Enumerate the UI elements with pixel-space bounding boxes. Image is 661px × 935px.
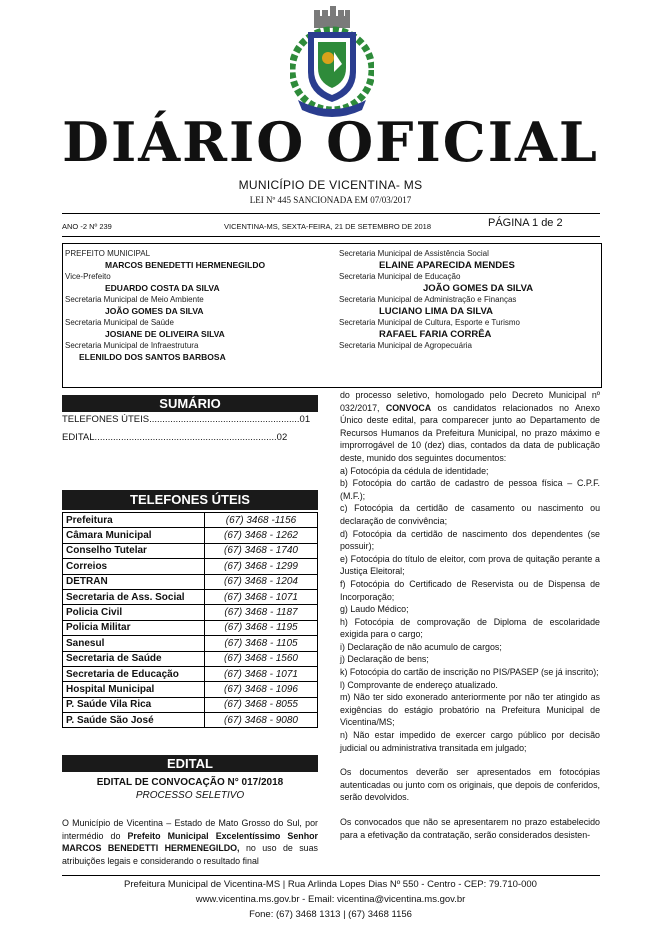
paragraph-text: do processo seletivo, homologado pelo Decreto Municipal nº 032/2017, bbox=[340, 390, 600, 413]
phone-entity: Conselho Tutelar bbox=[63, 543, 205, 558]
document-item: c) Fotocópia da certidão de casamento ou nascimento ou declaração de convivência; bbox=[340, 503, 600, 526]
footer-phone: Fone: (67) 3468 1313 | (67) 3468 1156 bbox=[249, 909, 412, 920]
document-item: i) Declaração de não acumulo de cargos; bbox=[340, 641, 502, 652]
phone-entity: Policia Civil bbox=[63, 605, 205, 620]
staff-name: JOÃO GOMES DA SILVA bbox=[423, 282, 534, 294]
phone-number[interactable]: (67) 3468 - 1071 bbox=[205, 666, 318, 681]
phone-number[interactable]: (67) 3468 - 9080 bbox=[205, 713, 318, 728]
phone-number[interactable]: (67) 3468 - 1740 bbox=[205, 543, 318, 558]
phone-number[interactable]: (67) 3468 - 1096 bbox=[205, 682, 318, 697]
edital-intro bbox=[62, 817, 318, 867]
footer-address: Prefeitura Municipal de Vicentina-MS | Rua Arlinda Lopes Dias Nº 550 - Centro - CEP: 79.710-000 bbox=[124, 879, 537, 890]
document-item: h) Fotocópia de comprovação de Diploma de escolaridade exigida para o cargo; bbox=[340, 616, 600, 640]
document-item: n) Não estar impedido de exercer cargo público por decisão judicial ou administrativa transitada em julgado; bbox=[340, 730, 600, 753]
staff-role: Secretaria Municipal de Cultura, Esporte e Turismo bbox=[339, 318, 520, 327]
edital-header: EDITAL bbox=[62, 755, 318, 772]
phone-row bbox=[63, 574, 318, 589]
footer-web: www.vicentina.ms.gov.br - Email: vicentina@vicentina.ms.gov.br bbox=[195, 894, 466, 905]
place-date: VICENTINA-MS, SEXTA-FEIRA, 21 DE SETEMBRO DE 2018 bbox=[224, 222, 431, 231]
phone-row bbox=[63, 651, 318, 666]
document-item: b) Fotocópia do cartão de cadastro de pessoa física – C.P.F.(M.F.); bbox=[340, 478, 600, 501]
document-item: j) Declaração de bens; bbox=[340, 654, 429, 665]
staff-role: Secretaria Municipal de Agropecuária bbox=[339, 341, 472, 350]
telefones-header: TELEFONES ÚTEIS bbox=[62, 490, 318, 510]
phone-row bbox=[63, 636, 318, 651]
phone-number[interactable]: (67) 3468 - 1187 bbox=[205, 605, 318, 620]
convocation-paragraph bbox=[340, 389, 600, 465]
phone-number[interactable]: (67) 3468 - 1299 bbox=[205, 559, 318, 574]
documents-list bbox=[340, 465, 600, 755]
phone-entity: Correios bbox=[63, 559, 205, 574]
phone-entity: Secretaria de Ass. Social bbox=[63, 589, 205, 604]
sumario-header: SUMÁRIO bbox=[62, 395, 318, 412]
document-item: d) Fotocópia da certidão de nascimento dos dependentes (se possuir); bbox=[340, 528, 600, 552]
phone-entity: Secretaria de Saúde bbox=[63, 651, 205, 666]
phone-number[interactable]: (67) 3468 - 1204 bbox=[205, 574, 318, 589]
administration-box bbox=[62, 243, 602, 388]
edital-subheading: PROCESSO SELETIVO bbox=[135, 790, 245, 801]
phone-entity: P. Saúde São José bbox=[63, 713, 205, 728]
convoca-bold: CONVOCA bbox=[385, 402, 432, 413]
phone-entity: Câmara Municipal bbox=[63, 528, 205, 543]
document-item: l) Comprovante de endereço atualizado. bbox=[340, 679, 498, 690]
phone-row bbox=[63, 589, 318, 604]
staff-role: Secretaria Municipal de Infraestrutura bbox=[65, 341, 199, 350]
phone-row bbox=[63, 620, 318, 635]
phone-row bbox=[63, 513, 318, 528]
staff-name: JOÃO GOMES DA SILVA bbox=[105, 305, 204, 316]
phone-number[interactable]: (67) 3468 - 8055 bbox=[205, 697, 318, 712]
intro-bold-text: Prefeito Municipal Excelentíssimo Senhor MARCOS BENEDETTI HERMENEGILDO, bbox=[62, 830, 318, 854]
staff-name: RAFAEL FARIA CORRÊA bbox=[379, 328, 492, 340]
phone-row bbox=[63, 559, 318, 574]
paragraph-text: os candidatos relacionados no Anexo Único deste edital, para comparecer junto ao Departamento de Recursos Humanos da Prefeitura Municipal, no prazo máximo e improrrogável de 10 (dez) dias, contados da data de publicação deste, munido dos seguintes documentos: bbox=[340, 402, 600, 463]
divider bbox=[62, 236, 600, 237]
page-number: PÁGINA 1 de 2 bbox=[488, 217, 563, 229]
staff-name: ELENILDO DOS SANTOS BARBOSA bbox=[79, 351, 226, 362]
staff-role: Secretaria Municipal de Administração e Finanças bbox=[339, 295, 517, 304]
phone-row bbox=[63, 528, 318, 543]
document-item: e) Fotocópia do título de eleitor, com prova de quitação perante a Justiça Eleitoral; bbox=[340, 553, 600, 577]
staff-role: PREFEITO MUNICIPAL bbox=[65, 249, 151, 258]
phone-number[interactable]: (67) 3468 - 1560 bbox=[205, 651, 318, 666]
staff-role: Secretaria Municipal de Assistência Social bbox=[339, 249, 489, 258]
phone-row bbox=[63, 666, 318, 681]
phone-number[interactable]: (67) 3468 - 1071 bbox=[205, 589, 318, 604]
phone-number[interactable]: (67) 3468 - 1262 bbox=[205, 528, 318, 543]
phone-row bbox=[63, 682, 318, 697]
phone-entity: P. Saúde Vila Rica bbox=[63, 697, 205, 712]
phone-row bbox=[63, 697, 318, 712]
phone-row bbox=[63, 543, 318, 558]
document-item: g) Laudo Médico; bbox=[340, 604, 409, 615]
phone-entity: Secretaria de Educação bbox=[63, 666, 205, 681]
phone-row bbox=[63, 605, 318, 620]
document-item: m) Não ter sido exonerado anteriormente por não ter atingido as exigências do estágio probatório na Prefeitura Municipal de Vicentina/MS; bbox=[340, 692, 600, 728]
staff-role: Secretaria Municipal de Meio Ambiente bbox=[65, 295, 204, 304]
phone-entity: Policia Militar bbox=[63, 620, 205, 635]
staff-right-column bbox=[339, 248, 599, 352]
phone-number[interactable]: (67) 3468 -1156 bbox=[205, 513, 318, 528]
staff-role: Secretaria Municipal de Saúde bbox=[65, 318, 174, 327]
municipality-name: MUNICÍPIO DE VICENTINA- MS bbox=[238, 178, 423, 192]
edital-right-column bbox=[340, 389, 600, 841]
sumario-item[interactable]: EDITAL.....................................................................02 bbox=[62, 432, 288, 443]
law-reference: LEI Nº 445 SANCIONADA EM 07/03/2017 bbox=[249, 195, 412, 205]
phone-entity: DETRAN bbox=[63, 574, 205, 589]
phone-number[interactable]: (67) 3468 - 1105 bbox=[205, 636, 318, 651]
phone-entity: Prefeitura bbox=[63, 513, 205, 528]
phone-entity: Hospital Municipal bbox=[63, 682, 205, 697]
staff-name: JOSIANE DE OLIVEIRA SILVA bbox=[105, 328, 225, 339]
document-item: f) Fotocópia do Certificado de Reservista ou de Dispensa de Incorporação; bbox=[340, 578, 600, 602]
municipal-coat-of-arms bbox=[290, 2, 374, 120]
staff-role: Vice-Prefeito bbox=[65, 272, 111, 281]
document-item: a) Fotocópia da cédula de identidade; bbox=[340, 465, 489, 476]
document-item: k) Fotocópia do cartão de inscrição no PIS/PASEP (se já inscrito); bbox=[340, 667, 599, 678]
documents-paragraph: Os documentos deverão ser apresentados em fotocópias autenticadas ou junto com os originais, que depois de conferidos, serão devolvidos. bbox=[340, 767, 600, 803]
staff-left-column bbox=[65, 248, 335, 363]
closing-paragraph: Os convocados que não se apresentarem no prazo estabelecido para a efetivação da contratação, serão considerados desisten- bbox=[340, 817, 600, 840]
staff-role: Secretaria Municipal de Educação bbox=[339, 272, 461, 281]
edition-number: ANO -2 Nº 239 bbox=[62, 222, 112, 231]
divider bbox=[62, 213, 600, 214]
intro-text: O Município de Vicentina – Estado de Mato Grosso do Sul, por intermédio do bbox=[62, 818, 318, 841]
footer-divider bbox=[62, 875, 600, 876]
staff-name: EDUARDO COSTA DA SILVA bbox=[105, 282, 220, 293]
phone-number[interactable]: (67) 3468 - 1195 bbox=[205, 620, 318, 635]
staff-name: MARCOS BENEDETTI HERMENEGILDO bbox=[105, 259, 266, 270]
staff-name: ELAINE APARECIDA MENDES bbox=[379, 259, 515, 271]
sumario-item[interactable]: TELEFONES ÚTEIS.........................................................01 bbox=[62, 414, 311, 425]
phone-entity: Sanesul bbox=[63, 636, 205, 651]
staff-name: LUCIANO LIMA DA SILVA bbox=[379, 305, 493, 317]
edital-heading: EDITAL DE CONVOCAÇÃO N° 017/2018 bbox=[96, 777, 284, 788]
phone-row bbox=[63, 713, 318, 728]
telefones-table bbox=[62, 512, 318, 728]
newspaper-title: DIÁRIO OFICIAL bbox=[62, 110, 599, 174]
intro-text: no uso de suas atribuições legais e considerando o resultado final bbox=[62, 843, 318, 866]
